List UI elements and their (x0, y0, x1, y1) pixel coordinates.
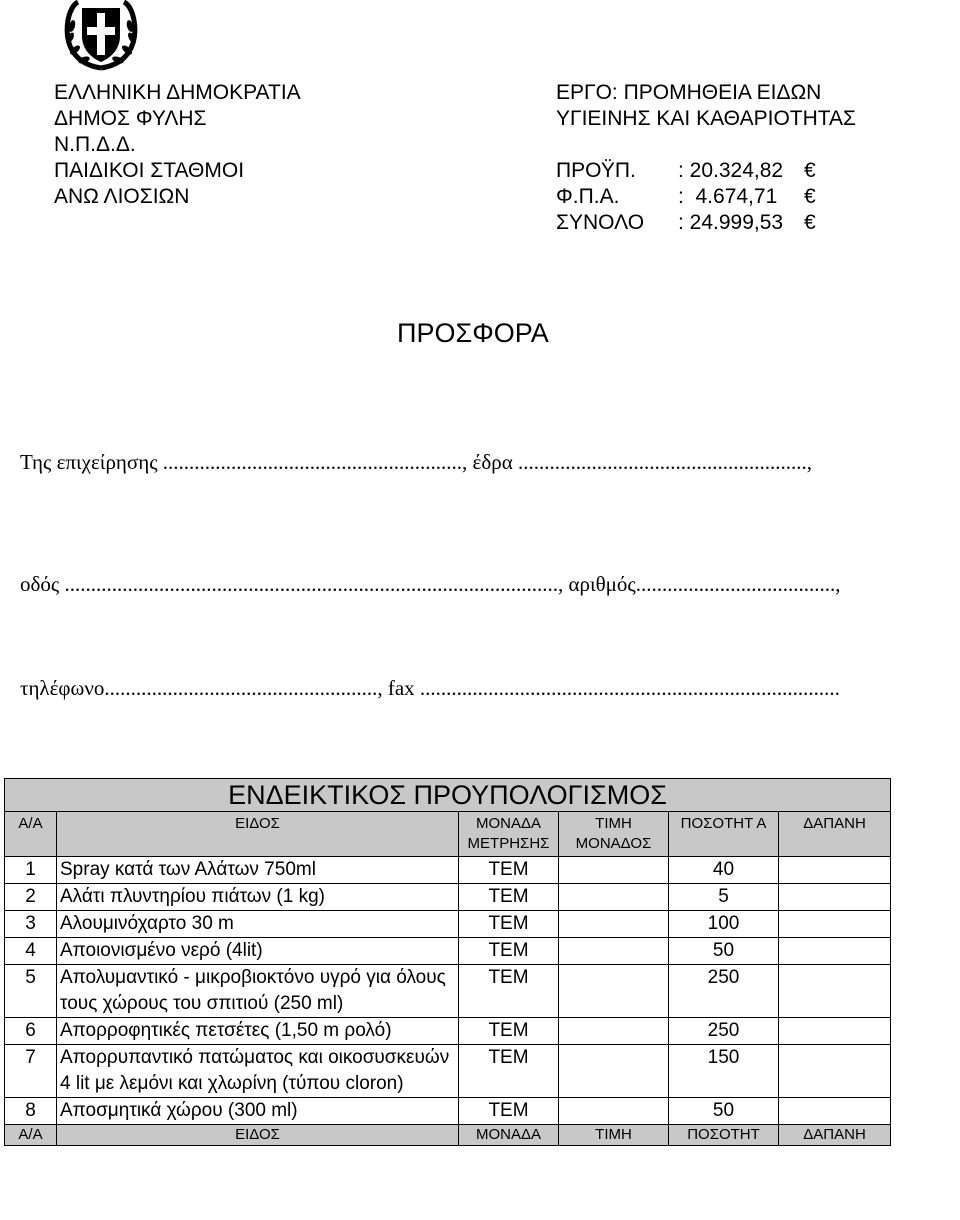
footer-unit: ΜΟΝΑΔΑ (459, 1125, 559, 1146)
row-price (559, 965, 669, 1018)
form-line-company: Της επιχείρησης ........................................................., έδρα ......................................................., (20, 450, 812, 474)
row-cost (779, 857, 891, 884)
row-number: 2 (5, 884, 57, 911)
euro-icon: € (804, 185, 816, 208)
offer-title: ΠΡΟΣΦΟΡΑ (397, 318, 549, 348)
row-number: 3 (5, 911, 57, 938)
euro-icon: € (804, 159, 816, 182)
column-header-cost: ΔΑΠΑΝΗ (779, 812, 891, 857)
row-quantity: 100 (669, 911, 779, 938)
row-item: Spray κατά των Αλάτων 750ml (57, 857, 459, 884)
row-quantity: 50 (669, 1098, 779, 1125)
footer-cost: ΔΑΠΑΝΗ (779, 1125, 891, 1146)
row-unit: TEM (459, 857, 559, 884)
row-quantity: 5 (669, 884, 779, 911)
row-unit: TEM (459, 884, 559, 911)
row-price (559, 884, 669, 911)
table-header-row (5, 812, 891, 857)
row-item: Απορρυπαντικό πατώματος και οικοσυσκευών 4 lit με λεμόνι και χλωρίνη (τύπου cloron) (57, 1045, 459, 1098)
row-cost (779, 884, 891, 911)
table-title: ΕΝΔΕΙΚΤΙΚΟΣ ΠΡΟΥΠΟΛΟΓΙΣΜΟΣ (5, 779, 891, 812)
header-left-line-3: Ν.Π.Δ.Δ. (54, 133, 136, 156)
budget-value-net: : 20.324,82 (678, 159, 784, 182)
column-header-number: Α/Α (5, 812, 57, 857)
row-number: 7 (5, 1045, 57, 1098)
header-left-line-4: ΠΑΙΔΙΚΟΙ ΣΤΑΘΜΟΙ (54, 159, 245, 182)
header-left-line-5: ΑΝΩ ΛΙΟΣΙΩΝ (54, 185, 190, 208)
row-unit: TEM (459, 911, 559, 938)
column-header-price: ΤΙΜΗ ΜΟΝΑΔΟΣ (559, 812, 669, 857)
row-price (559, 1045, 669, 1098)
row-unit: TEM (459, 1018, 559, 1045)
row-item: Αλουμινόχαρτο 30 m (57, 911, 459, 938)
row-item: Αλάτι πλυντηρίου πιάτων (1 kg) (57, 884, 459, 911)
project-title-line-2: ΥΓΙΕΙΝΗΣ ΚΑΙ ΚΑΘΑΡΙΟΤΗΤΑΣ (556, 107, 857, 130)
row-quantity: 250 (669, 1018, 779, 1045)
row-cost (779, 1018, 891, 1045)
row-price (559, 1098, 669, 1125)
row-unit: TEM (459, 938, 559, 965)
column-header-quantity: ΠΟΣΟΤΗΤ Α (669, 812, 779, 857)
budget-label-net: ΠΡΟΫΠ. (556, 159, 636, 182)
row-item: Απολυμαντικό - μικροβιοκτόνο υγρό για όλους τους χώρους του σπιτιού (250 ml) (57, 965, 459, 1018)
footer-price: ΤΙΜΗ (559, 1125, 669, 1146)
form-line-address: οδός .............................................................................................., αριθμός......................................, (20, 572, 841, 596)
row-cost (779, 965, 891, 1018)
footer-item: ΕΙΔΟΣ (57, 1125, 459, 1146)
header-left-line-2: ΔΗΜΟΣ ΦΥΛΗΣ (54, 107, 207, 130)
budget-value-vat: : 4.674,71 (678, 185, 778, 208)
table-footer-row (5, 1125, 891, 1146)
table-row (5, 884, 891, 911)
budget-value-total: : 24.999,53 (678, 211, 784, 234)
row-item: Αποιονισμένο νερό (4lit) (57, 938, 459, 965)
row-unit: TEM (459, 1045, 559, 1098)
euro-icon: € (804, 211, 816, 234)
project-title-line-1: ΕΡΓΟ: ΠΡΟΜΗΘΕΙΑ ΕΙΔΩΝ (556, 81, 822, 104)
row-price (559, 938, 669, 965)
table-row (5, 938, 891, 965)
table-row (5, 1045, 891, 1098)
row-number: 8 (5, 1098, 57, 1125)
column-header-unit: ΜΟΝΑΔΑ ΜΕΤΡΗΣΗΣ (459, 812, 559, 857)
budget-table (4, 778, 891, 1146)
row-quantity: 40 (669, 857, 779, 884)
row-item: Αποσμητικά χώρου (300 ml) (57, 1098, 459, 1125)
row-number: 5 (5, 965, 57, 1018)
budget-label-vat: Φ.Π.Α. (556, 185, 620, 208)
row-unit: TEM (459, 965, 559, 1018)
row-price (559, 911, 669, 938)
row-cost (779, 1098, 891, 1125)
footer-number: Α/Α (5, 1125, 57, 1146)
column-header-item: ΕΙΔΟΣ (57, 812, 459, 857)
table-row (5, 1018, 891, 1045)
header-left-line-1: ΕΛΛΗΝΙΚΗ ΔΗΜΟΚΡΑΤΙΑ (54, 81, 301, 104)
budget-label-total: ΣΥΝΟΛΟ (556, 211, 645, 234)
row-cost (779, 1045, 891, 1098)
footer-quantity: ΠΟΣΟΤΗΤ (669, 1125, 779, 1146)
form-line-phone: τηλέφωνο...................................................., fax ................................................................................ (20, 676, 840, 700)
row-price (559, 857, 669, 884)
table-row (5, 1098, 891, 1125)
greek-coat-of-arms-icon (60, 0, 142, 72)
row-item: Απορροφητικές πετσέτες (1,50 m ρολό) (57, 1018, 459, 1045)
row-quantity: 150 (669, 1045, 779, 1098)
row-quantity: 50 (669, 938, 779, 965)
table-row (5, 857, 891, 884)
row-cost (779, 911, 891, 938)
table-title-row (5, 779, 891, 812)
row-number: 1 (5, 857, 57, 884)
table-row (5, 965, 891, 1018)
row-quantity: 250 (669, 965, 779, 1018)
table-row (5, 911, 891, 938)
row-unit: TEM (459, 1098, 559, 1125)
row-number: 6 (5, 1018, 57, 1045)
row-cost (779, 938, 891, 965)
row-number: 4 (5, 938, 57, 965)
row-price (559, 1018, 669, 1045)
